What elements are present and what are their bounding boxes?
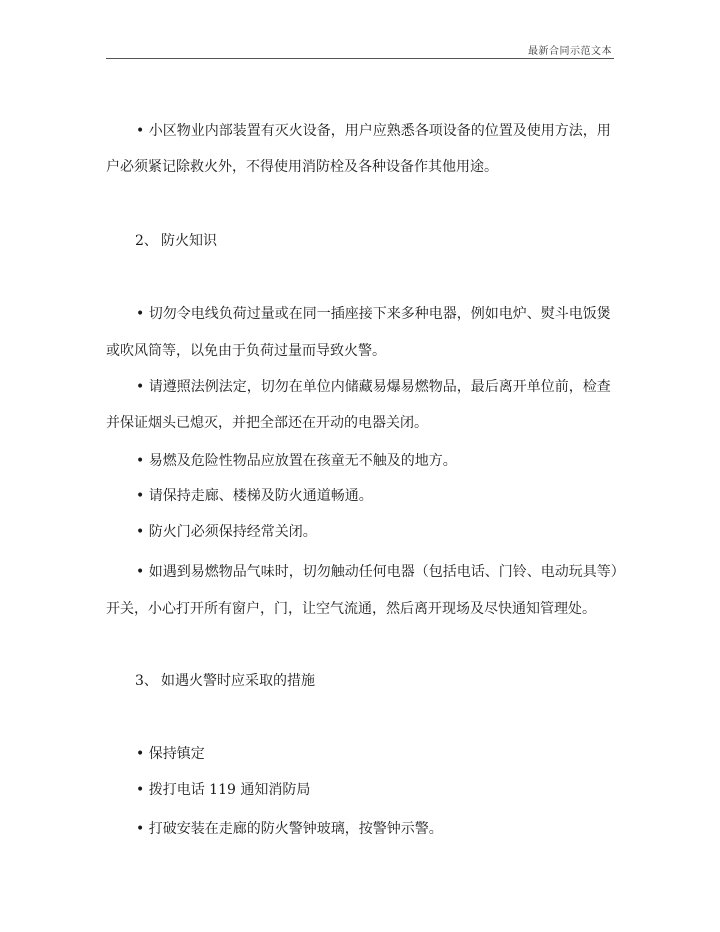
header-divider	[106, 58, 614, 59]
list-item-line: • 切勿令电线负荷过量或在同一插座接下来多种电器，例如电炉、熨斗电饭煲	[136, 306, 611, 322]
section-heading-3	[135, 672, 315, 690]
paragraph-line: • 小区物业内部装置有灭火设备，用户应熟悉各项设备的位置及使用方法，用	[136, 123, 611, 139]
list-item: • 易燃及危险性物品应放置在孩童无不触及的地方。	[136, 453, 457, 469]
list-item: • 请保持走廊、楼梯及防火通道畅通。	[136, 488, 373, 504]
list-item-line: 开关，小心打开所有窗户，门，让空气流通，然后离开现场及尽快通知管理处。	[106, 601, 596, 617]
section-number: 3、	[135, 673, 158, 689]
list-item-line: 并保证烟头已熄灭，并把全部还在开动的电器关闭。	[106, 415, 428, 431]
section-title: 如遇火警时应采取的措施	[161, 673, 315, 689]
header-title: 最新合同示范文本	[528, 46, 612, 57]
list-item-line: 或吹风筒等，以免由于负荷过量而导致火警。	[106, 343, 386, 359]
list-item: • 保持镇定	[136, 746, 205, 762]
paragraph-line: 户必须紧记除救火外，不得使用消防栓及各种设备作其他用途。	[106, 159, 498, 175]
list-item-line: • 请遵照法例法定，切勿在单位内储藏易爆易燃物品，最后离开单位前，检查	[136, 379, 611, 395]
list-item-line: • 如遇到易燃物品气味时，切勿触动任何电器（包括电话、门铃、电动玩具等）	[136, 564, 625, 580]
section-number: 2、	[135, 233, 158, 249]
list-item: • 打破安装在走廊的防火警钟玻璃，按警钟示警。	[136, 821, 443, 837]
section-title: 防火知识	[161, 233, 217, 249]
list-item: • 防火门必须保持经常关闭。	[136, 524, 317, 540]
section-heading-2	[135, 232, 217, 250]
list-item: • 拨打电话 119 通知消防局	[136, 782, 311, 798]
